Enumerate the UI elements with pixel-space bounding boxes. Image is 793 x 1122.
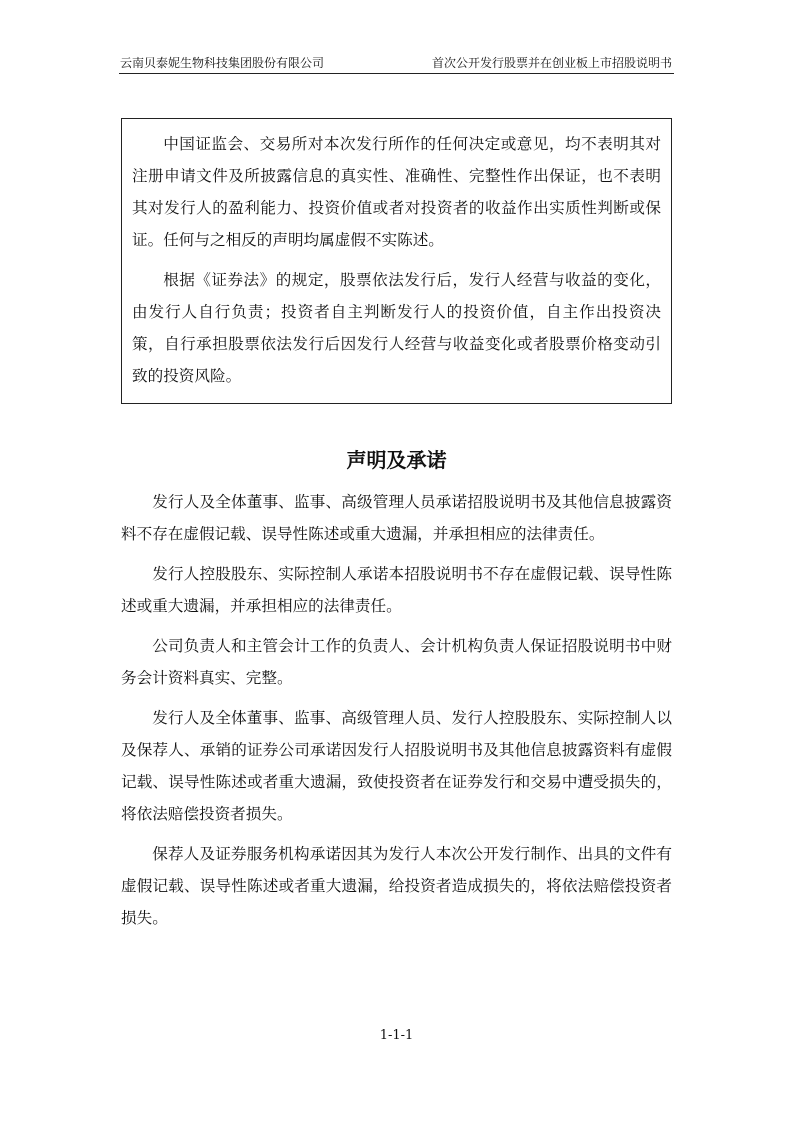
regulatory-notice-box [121,118,672,404]
header-divider [119,73,674,74]
declaration-paragraph: 公司负责人和主管会计工作的负责人、会计机构负责人保证招股说明书中财务会计资料真实、完整。 [121,637,672,687]
declaration-paragraph: 发行人及全体董事、监事、高级管理人员、发行人控股股东、实际控制人以及保荐人、承销的证券公司承诺因发行人招股说明书及其他信息披露资料有虚假记载、误导性陈述或者重大遗漏，致使投资者在证券发行和交易中遭受损失的，将依法赔偿投资者损失。 [121,709,672,823]
declaration-paragraph: 发行人及全体董事、监事、高级管理人员承诺招股说明书及其他信息披露资料不存在虚假记载、误导性陈述或重大遗漏，并承担相应的法律责任。 [121,493,672,543]
section-title: 声明及承诺 [346,448,447,472]
page-number: 1-1-1 [379,1028,414,1043]
notice-paragraph: 中国证监会、交易所对本次发行所作的任何决定或意见，均不表明其对注册申请文件及所披露信息的真实性、准确性、完整性作出保证，也不表明其对发行人的盈利能力、投资价值或者对投资者的收益作出实质性判断或保证。任何与之相反的声明均属虚假不实陈述。 [132,135,661,249]
declaration-paragraph: 发行人控股股东、实际控制人承诺本招股说明书不存在虚假记载、误导性陈述或重大遗漏，并承担相应的法律责任。 [121,565,672,615]
header-company-name: 云南贝泰妮生物科技集团股份有限公司 [120,56,325,70]
header-document-title: 首次公开发行股票并在创业板上市招股说明书 [431,56,672,70]
notice-paragraph: 根据《证券法》的规定，股票依法发行后，发行人经营与收益的变化，由发行人自行负责；投资者自主判断发行人的投资价值，自主作出投资决策，自行承担股票依法发行后因发行人经营与收益变化或者股票价格变动引致的投资风险。 [132,271,661,385]
declaration-paragraph: 保荐人及证券服务机构承诺因其为发行人本次公开发行制作、出具的文件有虚假记载、误导性陈述或者重大遗漏，给投资者造成损失的，将依法赔偿投资者损失。 [121,845,672,927]
declaration-body [121,486,672,934]
